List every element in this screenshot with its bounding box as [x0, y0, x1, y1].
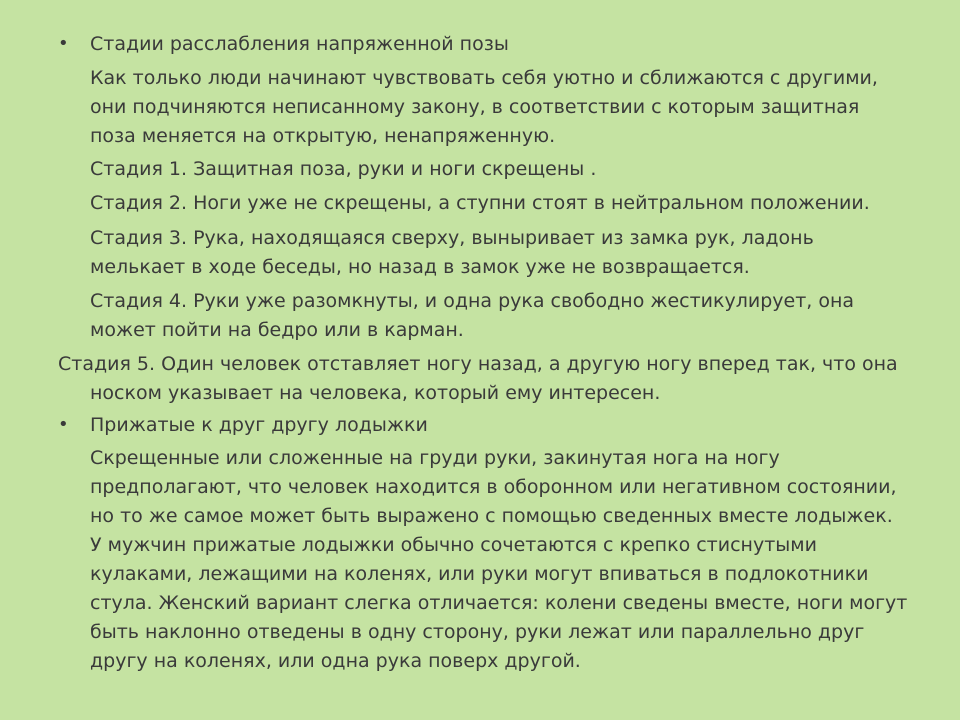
- paragraph-line: Как только люди начинают чувствовать себя уютно и сближаются с другими,: [90, 67, 878, 89]
- paragraph-line: Скрещенные или сложенные на груди руки, закинутая нога на ногу: [90, 447, 780, 469]
- stage-2-text: Стадия 2. Ноги уже не скрещены, а ступни стоят в нейтральном положении.: [90, 192, 870, 214]
- heading-relaxation-stages: Стадии расслабления напряженной позы: [90, 33, 509, 55]
- stage-3-text: мелькает в ходе беседы, но назад в замок уже не возвращается.: [90, 256, 750, 278]
- paragraph-line: У мужчин прижатые лодыжки обычно сочетаются с крепко стиснутыми: [90, 534, 817, 556]
- heading-ankle-lock: Прижатые к друг другу лодыжки: [90, 414, 428, 436]
- paragraph-line: предполагают, что человек находится в оборонном или негативном состоянии,: [90, 476, 897, 498]
- paragraph-line: быть наклонно отведены в одну сторону, руки лежат или параллельно друг: [90, 621, 865, 643]
- stage-5-text: носком указывает на человека, который ему интересен.: [90, 382, 661, 404]
- stage-5-text: Стадия 5. Один человек отставляет ногу назад, а другую ногу вперед так, что она: [58, 353, 898, 375]
- paragraph-line: стула. Женский вариант слегка отличается: колени сведены вместе, ноги могут: [90, 592, 908, 614]
- stage-3-text: Стадия 3. Рука, находящаяся сверху, выныривает из замка рук, ладонь: [90, 227, 814, 249]
- paragraph-line: поза меняется на открытую, ненапряженную.: [90, 125, 556, 147]
- bullet-marker-2: •: [58, 414, 69, 435]
- paragraph-line: другу на коленях, или одна рука поверх другой.: [90, 650, 581, 672]
- paragraph-line: кулаками, лежащими на коленях, или руки могут впиваться в подлокотники: [90, 563, 869, 585]
- paragraph-line: они подчиняются неписанному закону, в соответствии с которым защитная: [90, 96, 860, 118]
- stage-4-text: может пойти на бедро или в карман.: [90, 319, 464, 341]
- stage-1-text: Стадия 1. Защитная поза, руки и ноги скрещены .: [90, 158, 597, 180]
- stage-4-text: Стадия 4. Руки уже разомкнуты, и одна рука свободно жестикулирует, она: [90, 290, 855, 312]
- paragraph-line: но то же самое может быть выражено с помощью сведенных вместе лодыжек.: [90, 505, 893, 527]
- bullet-marker-1: •: [58, 33, 69, 54]
